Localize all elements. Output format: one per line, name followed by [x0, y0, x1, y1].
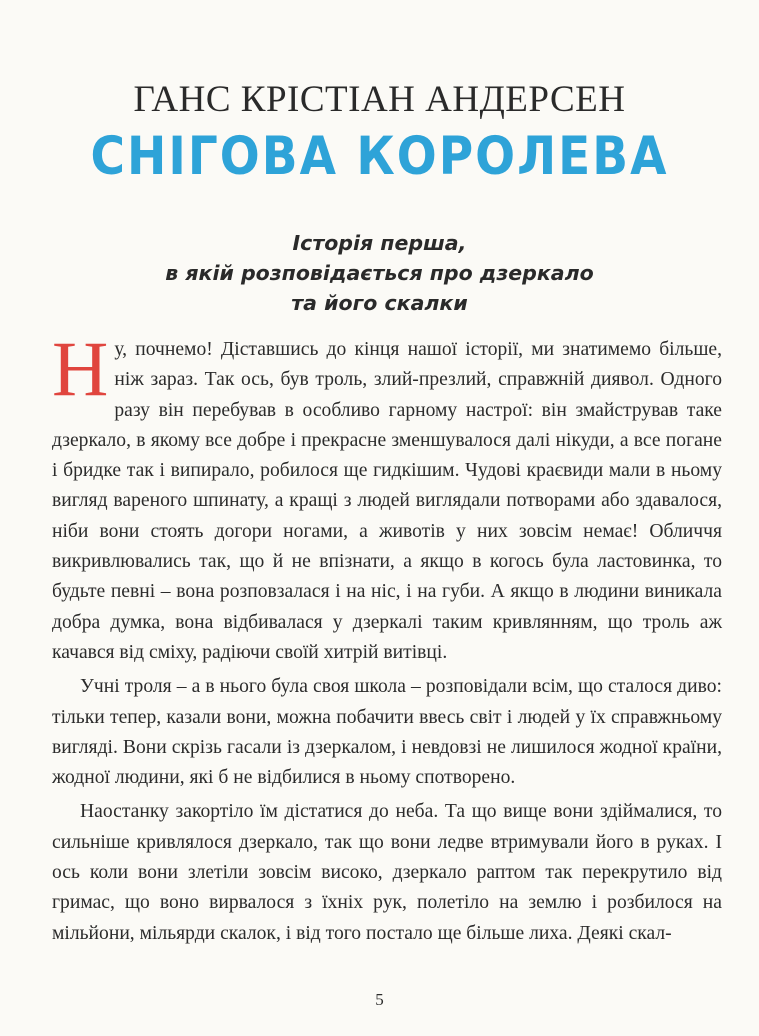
chapter-heading-line-1: Історія перша, [292, 231, 467, 255]
chapter-heading-line-2: в якій розповідається про дзеркало [165, 261, 594, 285]
drop-cap: Н [52, 325, 109, 412]
book-title: СНІГОВА КОРОЛЕВА [90, 126, 669, 188]
paragraph-1-text: у, почнемо! Діставшись до кінця нашої історії, ми знатимемо більше, ніж зараз. Так ось, був троль, злий-презлий, справжній диявол. Одного разу він перебував в особливо гарному настрої: він змайстрував таке дзеркало, в якому все добре і прекрасне зменшувалося далі нікуди, а все погане і бридке так і випирало, робилося ще гидкішим. Чудові краєвиди мали в ньому вигляд вареного шпинату, а кращі з людей виглядали потворами або здавалося, ніби вони стоять догори ногами, а животів у них зовсім немає! Обличчя викривлювались так, що й не впізнати, а якщо в когось була ластовинка, то будьте певні – вона розповзалася і на ніс, і на губи. А якщо в людини виникала добра думка, вона відбивалася у дзеркалі таким кривлянням, що троль аж качався від сміху, радіючи своїй хитрій витівці. [52, 339, 722, 663]
body-text [52, 325, 722, 953]
paragraph-1 [52, 325, 722, 668]
author-name: ГАНС КРІСТІАН АНДЕРСЕН [133, 79, 626, 120]
page-number: 5 [375, 990, 384, 1009]
chapter-heading [0, 228, 759, 318]
chapter-heading-line-3: та його скалки [291, 291, 468, 315]
paragraph-3: Наостанку закортіло їм дістатися до неба. Та що вище вони здіймалися, то сильніше кривлялося дзеркало, так що вони ледве втримували його в руках. І ось коли вони злетіли зовсім високо, дзеркало раптом так перекрутило від гримас, що воно вирвалося з їхніх рук, полетіло на землю і розбилося на мільйони, мільярди скалок, і від того постало ще більше лиха. Деякі скал- [52, 801, 722, 944]
paragraph-2: Учні троля – а в нього була своя школа – розповідали всім, що сталося диво: тільки тепер, казали вони, можна побачити ввесь світ і людей у їх справжньому вигляді. Вони скрізь гасали із дзеркалом, і невдовзі не лишилося жодної країни, жодної людини, які б не відбилися в ньому спотворено. [52, 676, 722, 789]
